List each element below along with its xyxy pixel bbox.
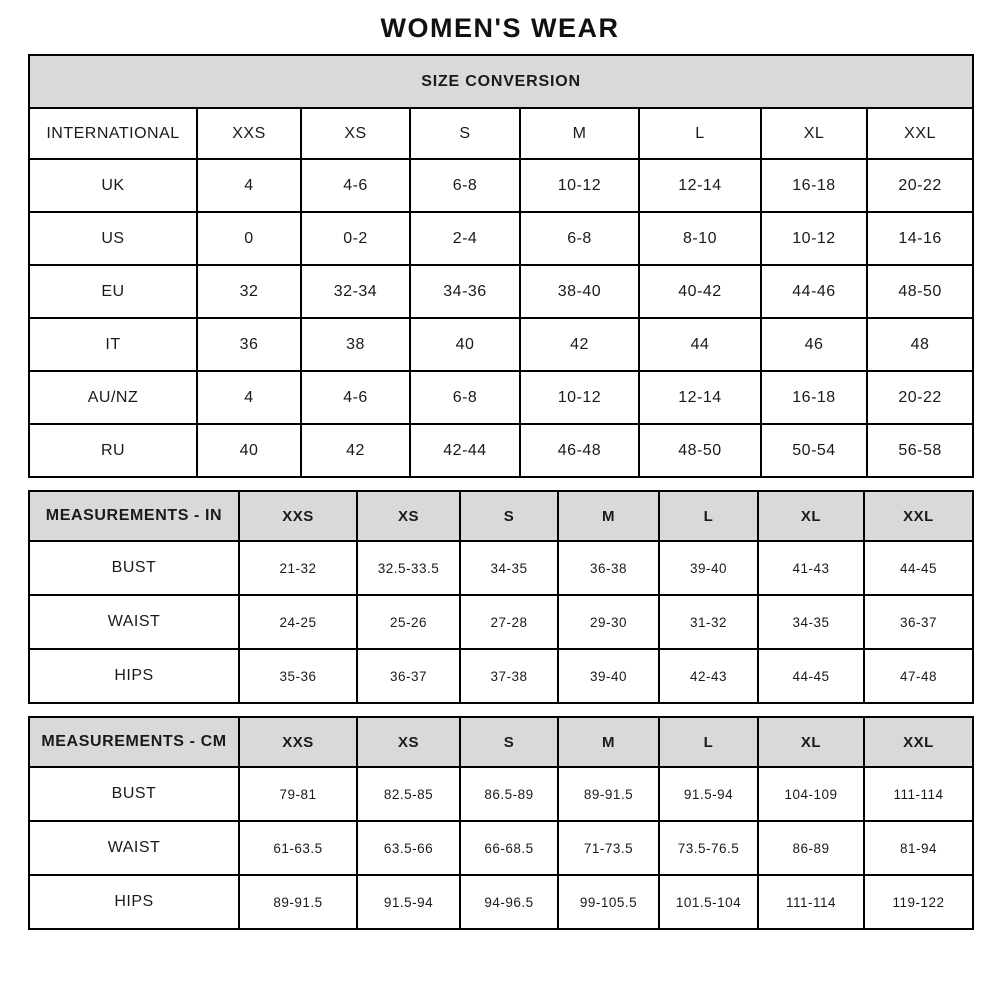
- size-header-cell: XL: [758, 491, 864, 541]
- value-cell: 36-38: [558, 541, 659, 595]
- value-cell: 4-6: [301, 371, 410, 424]
- table-row: [29, 318, 973, 371]
- row-label: WAIST: [29, 821, 239, 875]
- value-cell: 46: [761, 318, 867, 371]
- value-cell: 34-35: [758, 595, 864, 649]
- value-cell: 10-12: [520, 371, 639, 424]
- value-cell: 46-48: [520, 424, 639, 477]
- value-cell: 48-50: [639, 424, 761, 477]
- table-row: [29, 767, 973, 821]
- table-row: [29, 265, 973, 318]
- size-header-cell: L: [659, 717, 758, 767]
- value-cell: 36-37: [864, 595, 973, 649]
- value-cell: 39-40: [659, 541, 758, 595]
- size-chart-page: [0, 13, 1000, 930]
- value-cell: 81-94: [864, 821, 973, 875]
- value-cell: 20-22: [867, 159, 973, 212]
- row-label: US: [29, 212, 197, 265]
- value-cell: 48-50: [867, 265, 973, 318]
- size-header-cell: XL: [761, 108, 867, 159]
- value-cell: 94-96.5: [460, 875, 558, 929]
- value-cell: 38: [301, 318, 410, 371]
- value-cell: 16-18: [761, 371, 867, 424]
- value-cell: 40: [197, 424, 301, 477]
- row-label: IT: [29, 318, 197, 371]
- row-label: WAIST: [29, 595, 239, 649]
- value-cell: 6-8: [520, 212, 639, 265]
- value-cell: 6-8: [410, 159, 520, 212]
- value-cell: 36-37: [357, 649, 460, 703]
- value-cell: 4: [197, 371, 301, 424]
- value-cell: 111-114: [758, 875, 864, 929]
- value-cell: 16-18: [761, 159, 867, 212]
- value-cell: 44-45: [864, 541, 973, 595]
- value-cell: 24-25: [239, 595, 357, 649]
- value-cell: 48: [867, 318, 973, 371]
- row-label: HIPS: [29, 875, 239, 929]
- table-row: [29, 649, 973, 703]
- header-row: [29, 717, 973, 767]
- table-row: [29, 159, 973, 212]
- row-label: BUST: [29, 767, 239, 821]
- header-row: [29, 108, 973, 159]
- size-header-cell: S: [460, 717, 558, 767]
- measurements-in-table: [28, 490, 974, 704]
- value-cell: 91.5-94: [659, 767, 758, 821]
- value-cell: 73.5-76.5: [659, 821, 758, 875]
- value-cell: 99-105.5: [558, 875, 659, 929]
- header-row: [29, 491, 973, 541]
- value-cell: 29-30: [558, 595, 659, 649]
- size-header-cell: XXS: [239, 717, 357, 767]
- measurements-cm-table: [28, 716, 974, 930]
- corner-header-cell: MEASUREMENTS - IN: [29, 491, 239, 541]
- value-cell: 6-8: [410, 371, 520, 424]
- value-cell: 61-63.5: [239, 821, 357, 875]
- value-cell: 40: [410, 318, 520, 371]
- value-cell: 91.5-94: [357, 875, 460, 929]
- value-cell: 44: [639, 318, 761, 371]
- value-cell: 10-12: [761, 212, 867, 265]
- value-cell: 12-14: [639, 159, 761, 212]
- value-cell: 47-48: [864, 649, 973, 703]
- value-cell: 27-28: [460, 595, 558, 649]
- value-cell: 4: [197, 159, 301, 212]
- value-cell: 36: [197, 318, 301, 371]
- size-header-cell: XXL: [864, 491, 973, 541]
- value-cell: 50-54: [761, 424, 867, 477]
- value-cell: 86-89: [758, 821, 864, 875]
- value-cell: 0-2: [301, 212, 410, 265]
- value-cell: 89-91.5: [239, 875, 357, 929]
- value-cell: 79-81: [239, 767, 357, 821]
- size-conversion-table: [28, 54, 974, 478]
- size-header-cell: S: [460, 491, 558, 541]
- value-cell: 32-34: [301, 265, 410, 318]
- size-header-cell: M: [558, 491, 659, 541]
- value-cell: 34-35: [460, 541, 558, 595]
- value-cell: 12-14: [639, 371, 761, 424]
- value-cell: 38-40: [520, 265, 639, 318]
- size-header-cell: XXL: [867, 108, 973, 159]
- value-cell: 42: [301, 424, 410, 477]
- value-cell: 101.5-104: [659, 875, 758, 929]
- value-cell: 34-36: [410, 265, 520, 318]
- value-cell: 32: [197, 265, 301, 318]
- value-cell: 31-32: [659, 595, 758, 649]
- value-cell: 37-38: [460, 649, 558, 703]
- value-cell: 40-42: [639, 265, 761, 318]
- page-title: WOMEN'S WEAR: [380, 13, 620, 43]
- table-row: [29, 212, 973, 265]
- value-cell: 63.5-66: [357, 821, 460, 875]
- size-header-cell: XXS: [239, 491, 357, 541]
- row-label: HIPS: [29, 649, 239, 703]
- table-row: [29, 541, 973, 595]
- row-label: AU/NZ: [29, 371, 197, 424]
- size-header-cell: XS: [301, 108, 410, 159]
- table-row: [29, 875, 973, 929]
- size-header-cell: XS: [357, 491, 460, 541]
- value-cell: 44-45: [758, 649, 864, 703]
- value-cell: 42: [520, 318, 639, 371]
- value-cell: 41-43: [758, 541, 864, 595]
- value-cell: 0: [197, 212, 301, 265]
- table-banner-row: [29, 55, 973, 108]
- value-cell: 32.5-33.5: [357, 541, 460, 595]
- size-header-cell: XXS: [197, 108, 301, 159]
- value-cell: 66-68.5: [460, 821, 558, 875]
- table-row: [29, 371, 973, 424]
- size-header-cell: M: [520, 108, 639, 159]
- size-header-cell: L: [639, 108, 761, 159]
- corner-header-cell: MEASUREMENTS - CM: [29, 717, 239, 767]
- size-header-cell: XL: [758, 717, 864, 767]
- size-conversion-banner: SIZE CONVERSION: [29, 55, 973, 108]
- row-label: RU: [29, 424, 197, 477]
- table-row: [29, 424, 973, 477]
- value-cell: 39-40: [558, 649, 659, 703]
- value-cell: 104-109: [758, 767, 864, 821]
- value-cell: 42-43: [659, 649, 758, 703]
- value-cell: 86.5-89: [460, 767, 558, 821]
- row-label: EU: [29, 265, 197, 318]
- value-cell: 111-114: [864, 767, 973, 821]
- corner-header-cell: INTERNATIONAL: [29, 108, 197, 159]
- value-cell: 4-6: [301, 159, 410, 212]
- value-cell: 25-26: [357, 595, 460, 649]
- value-cell: 42-44: [410, 424, 520, 477]
- value-cell: 21-32: [239, 541, 357, 595]
- size-header-cell: XXL: [864, 717, 973, 767]
- size-header-cell: M: [558, 717, 659, 767]
- value-cell: 82.5-85: [357, 767, 460, 821]
- value-cell: 119-122: [864, 875, 973, 929]
- value-cell: 71-73.5: [558, 821, 659, 875]
- value-cell: 44-46: [761, 265, 867, 318]
- value-cell: 20-22: [867, 371, 973, 424]
- value-cell: 10-12: [520, 159, 639, 212]
- value-cell: 35-36: [239, 649, 357, 703]
- row-label: BUST: [29, 541, 239, 595]
- value-cell: 56-58: [867, 424, 973, 477]
- value-cell: 14-16: [867, 212, 973, 265]
- size-header-cell: XS: [357, 717, 460, 767]
- size-header-cell: S: [410, 108, 520, 159]
- value-cell: 8-10: [639, 212, 761, 265]
- value-cell: 89-91.5: [558, 767, 659, 821]
- size-header-cell: L: [659, 491, 758, 541]
- value-cell: 2-4: [410, 212, 520, 265]
- table-row: [29, 821, 973, 875]
- table-row: [29, 595, 973, 649]
- row-label: UK: [29, 159, 197, 212]
